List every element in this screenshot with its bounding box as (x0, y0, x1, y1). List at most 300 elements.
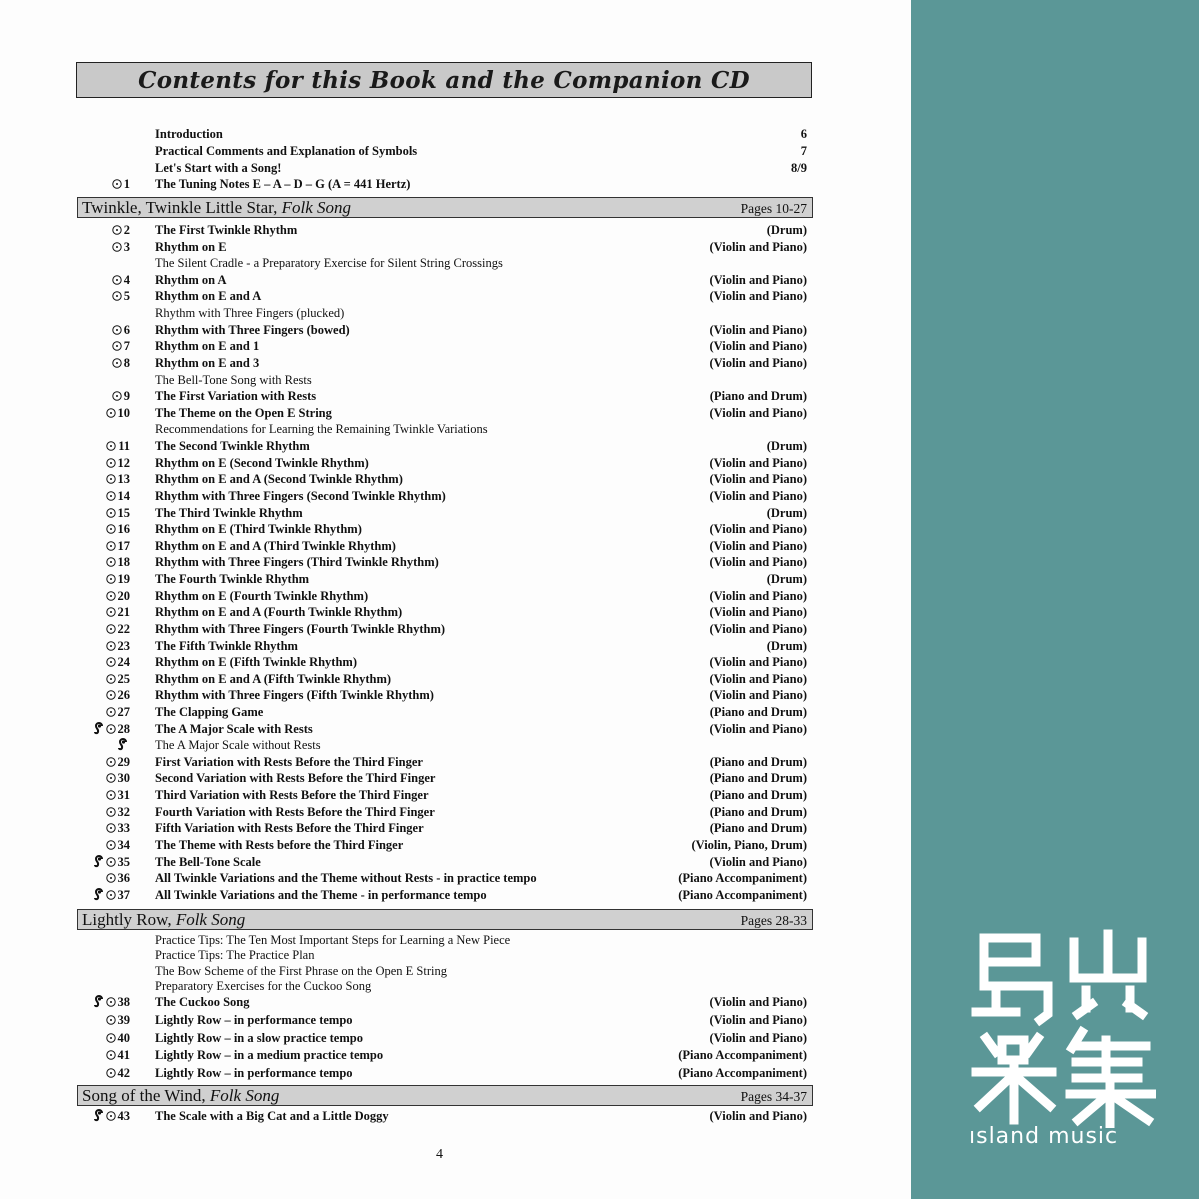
section-pages: Pages 34-37 (740, 1089, 807, 1104)
entry-instrumentation: (Violin, Piano, Drum) (691, 837, 807, 852)
track-number (86, 288, 130, 304)
contents-entry (0, 837, 911, 853)
cd-track-icon (112, 338, 122, 354)
ear-icon (93, 722, 106, 736)
contents-entry (0, 994, 911, 1010)
section-pages: Pages 28-33 (740, 913, 807, 928)
contents-entry (0, 671, 911, 687)
contents-entry (0, 372, 911, 388)
entry-title: The Theme on the Open E String (155, 405, 332, 420)
contents-entry (0, 870, 911, 886)
entry-instrumentation: (Violin and Piano) (709, 605, 807, 620)
track-number (86, 671, 130, 687)
track-number-text: 24 (117, 655, 130, 670)
entry-title: The Cuckoo Song (155, 995, 250, 1009)
ear-icon (93, 995, 106, 1009)
track-number-text: 30 (117, 771, 130, 786)
page-number: 4 (436, 1147, 443, 1162)
entry-title: Rhythm on E and A (Fifth Twinkle Rhythm) (155, 671, 392, 686)
entry-instrumentation: (Violin and Piano) (709, 671, 807, 686)
entry-title: All Twinkle Variations and the Theme without Rests - in practice tempo (155, 871, 537, 886)
track-number-text: 13 (117, 472, 130, 487)
track-number-text: 42 (117, 1066, 130, 1080)
cd-track-icon (106, 820, 116, 836)
track-number-text: 28 (117, 721, 130, 736)
track-number (86, 754, 130, 770)
entry-instrumentation: (Violin and Piano) (709, 538, 807, 553)
track-number (86, 1012, 130, 1028)
track-number (86, 405, 130, 421)
section-subtitle: Folk Song (175, 910, 246, 929)
contents-entry (0, 854, 911, 870)
track-number-text: 11 (118, 439, 130, 454)
entry-title: The Tuning Notes E – A – D – G (A = 441 Hertz) (155, 177, 411, 191)
contents-entry (0, 1108, 911, 1124)
contents-entry (0, 1012, 911, 1028)
section-name (82, 910, 245, 929)
contents-entry (0, 455, 911, 471)
track-number (86, 737, 130, 753)
entry-title: The Bell-Tone Song with Rests (155, 372, 312, 387)
entry-title: Rhythm with Three Fingers (Fourth Twinkle Rhythm) (155, 621, 446, 636)
track-number-text: 43 (117, 1109, 130, 1123)
track-number-text: 34 (117, 837, 130, 852)
track-number-text: 14 (117, 488, 130, 503)
cd-track-icon (106, 770, 116, 786)
track-number (86, 538, 130, 554)
track-number (86, 820, 130, 836)
contents-entry (0, 1047, 911, 1063)
entry-title: The Theme with Rests before the Third Finger (155, 837, 404, 852)
entry-instrumentation: 6 (800, 127, 807, 141)
brand-sidebar (911, 0, 1199, 1199)
track-number-text: 40 (117, 1031, 130, 1045)
contents-entry (0, 288, 911, 304)
contents-entry (0, 421, 911, 437)
entry-instrumentation: (Violin and Piano) (709, 555, 807, 570)
contents-entry (0, 978, 911, 994)
track-number (86, 272, 130, 288)
entry-title: The First Variation with Rests (155, 389, 317, 404)
section-pages: Pages 10-27 (740, 201, 807, 216)
track-number (86, 837, 130, 853)
contents-entry (0, 704, 911, 720)
cd-track-icon (106, 571, 116, 587)
entry-instrumentation: (Piano Accompaniment) (678, 1048, 807, 1062)
ear-icon (93, 888, 106, 902)
section-header (77, 909, 813, 930)
contents-entry (0, 538, 911, 554)
track-number-text: 10 (117, 405, 130, 420)
entry-title: Lightly Row – in a slow practice tempo (155, 1031, 363, 1045)
cd-track-icon (106, 521, 116, 537)
track-number-text: 7 (123, 339, 130, 354)
cd-track-icon (106, 854, 116, 870)
entry-title: Rhythm with Three Fingers (Fifth Twinkle Rhythm) (155, 688, 434, 703)
track-number-text: 36 (117, 871, 130, 886)
contents-entry (0, 355, 911, 371)
entry-instrumentation: (Violin and Piano) (709, 655, 807, 670)
ear-icon (93, 1109, 106, 1123)
contents-entry (0, 1030, 911, 1046)
cd-track-icon (112, 355, 122, 371)
track-number (86, 1030, 130, 1046)
track-number-text: 33 (117, 821, 130, 836)
entry-title: Let's Start with a Song! (155, 161, 282, 175)
track-number-text: 25 (117, 671, 130, 686)
track-number (86, 621, 130, 637)
entry-title: Introduction (155, 127, 223, 141)
entry-title: Rhythm on E and 1 (155, 339, 260, 354)
entry-title: Rhythm on E (Third Twinkle Rhythm) (155, 522, 362, 537)
track-number-text: 4 (123, 272, 130, 287)
entry-title: The Second Twinkle Rhythm (155, 439, 310, 454)
entry-title: Fourth Variation with Rests Before the Third Finger (155, 804, 435, 819)
entry-title: The Bow Scheme of the First Phrase on the Open E String (155, 964, 447, 978)
island-music-logo (966, 928, 1156, 1128)
cd-track-icon (106, 621, 116, 637)
entry-instrumentation: (Piano Accompaniment) (678, 871, 807, 886)
entry-title: The Fifth Twinkle Rhythm (155, 638, 298, 653)
contents-entry (0, 505, 911, 521)
entry-instrumentation: (Piano and Drum) (709, 754, 807, 769)
entry-instrumentation: (Violin and Piano) (709, 289, 807, 304)
track-number (86, 355, 130, 371)
entry-instrumentation: (Drum) (766, 439, 807, 454)
contents-entry (0, 571, 911, 587)
entry-title: Lightly Row – in performance tempo (155, 1013, 353, 1027)
contents-entry (0, 654, 911, 670)
entry-instrumentation: (Piano and Drum) (709, 788, 807, 803)
cd-track-icon (112, 272, 122, 288)
track-number-text: 8 (123, 355, 130, 370)
track-number-text: 27 (117, 704, 130, 719)
cd-track-icon (106, 1030, 116, 1046)
entry-instrumentation: (Violin and Piano) (709, 854, 807, 869)
contents-entry (0, 438, 911, 454)
entry-title: The Scale with a Big Cat and a Little Doggy (155, 1109, 389, 1123)
entry-title: Rhythm with Three Fingers (Third Twinkle Rhythm) (155, 555, 439, 570)
entry-instrumentation: (Piano and Drum) (709, 821, 807, 836)
entry-title: The First Twinkle Rhythm (155, 223, 298, 237)
contents-entry (0, 388, 911, 404)
contents-entry (0, 176, 911, 192)
entry-instrumentation: (Violin and Piano) (709, 455, 807, 470)
cd-track-icon (106, 870, 116, 886)
track-number (86, 604, 130, 620)
ear-icon (93, 855, 106, 869)
entry-instrumentation: (Piano and Drum) (709, 804, 807, 819)
cd-track-icon (106, 505, 116, 521)
track-number (86, 804, 130, 820)
track-number (86, 471, 130, 487)
track-number (86, 388, 130, 404)
track-number (86, 438, 130, 454)
track-number (86, 521, 130, 537)
contents-entry (0, 405, 911, 421)
track-number (86, 994, 130, 1010)
contents-entry (0, 820, 911, 836)
track-number (86, 654, 130, 670)
cd-track-icon (106, 704, 116, 720)
track-number-text: 2 (123, 223, 130, 237)
cd-track-icon (106, 1047, 116, 1063)
cd-track-icon (106, 438, 116, 454)
section-subtitle: Folk Song (209, 1086, 280, 1105)
contents-entry (0, 604, 911, 620)
contents-entry (0, 471, 911, 487)
contents-entry (0, 322, 911, 338)
cd-track-icon (106, 1108, 116, 1124)
entry-title: Fifth Variation with Rests Before the Third Finger (155, 821, 424, 836)
track-number-text: 35 (117, 854, 130, 869)
track-number-text: 23 (117, 638, 130, 653)
track-number (86, 870, 130, 886)
entry-instrumentation: (Drum) (766, 572, 807, 587)
track-number-text: 18 (117, 555, 130, 570)
cd-track-icon (112, 288, 122, 304)
cd-track-icon (106, 538, 116, 554)
entry-instrumentation: 7 (800, 144, 807, 158)
cd-track-icon (106, 754, 116, 770)
cd-track-icon (112, 222, 122, 238)
entry-instrumentation: (Piano and Drum) (709, 771, 807, 786)
contents-entry (0, 222, 911, 238)
contents-entry (0, 804, 911, 820)
entry-title: Rhythm on E and A (Third Twinkle Rhythm) (155, 538, 396, 553)
entry-instrumentation: (Violin and Piano) (709, 355, 807, 370)
cd-track-icon (106, 638, 116, 654)
track-number (86, 455, 130, 471)
entry-instrumentation: (Violin and Piano) (709, 588, 807, 603)
entry-title: The Bell-Tone Scale (155, 854, 261, 869)
entry-title: The Fourth Twinkle Rhythm (155, 572, 310, 587)
entry-title: Rhythm on E (Second Twinkle Rhythm) (155, 455, 369, 470)
entry-instrumentation: (Violin and Piano) (709, 488, 807, 503)
cd-track-icon (106, 488, 116, 504)
track-number (86, 338, 130, 354)
contents-entry (0, 521, 911, 537)
section-header (77, 197, 813, 218)
track-number-text: 32 (117, 804, 130, 819)
track-number-text: 9 (123, 389, 130, 404)
contents-entry (0, 787, 911, 803)
track-number-text: 20 (117, 588, 130, 603)
track-number-text: 17 (117, 538, 130, 553)
entry-instrumentation: (Violin and Piano) (709, 472, 807, 487)
entry-title: Rhythm on E and A (Fourth Twinkle Rhythm) (155, 605, 403, 620)
contents-entry (0, 770, 911, 786)
track-number (86, 488, 130, 504)
track-number-text: 31 (117, 788, 130, 803)
track-number (86, 854, 130, 870)
entry-title: Rhythm with Three Fingers (Second Twinkle Rhythm) (155, 488, 446, 503)
contents-entry (0, 963, 911, 979)
entry-title: Rhythm on E and A (Second Twinkle Rhythm) (155, 472, 403, 487)
section-title: Song of the Wind, (82, 1086, 210, 1105)
cd-track-icon (106, 804, 116, 820)
contents-entry (0, 554, 911, 570)
entry-instrumentation: (Violin and Piano) (709, 522, 807, 537)
island-music-wordmark: ısland music (969, 1124, 1119, 1149)
contents-entry (0, 272, 911, 288)
track-number (86, 176, 130, 192)
entry-title: Preparatory Exercises for the Cuckoo Song (155, 979, 372, 993)
track-number-text: 15 (117, 505, 130, 520)
track-number (86, 638, 130, 654)
entry-title: All Twinkle Variations and the Theme - in performance tempo (155, 887, 487, 902)
cd-track-icon (106, 837, 116, 853)
contents-entry (0, 754, 911, 770)
cd-track-icon (106, 405, 116, 421)
entry-instrumentation: (Violin and Piano) (709, 239, 807, 254)
entry-instrumentation: (Violin and Piano) (709, 1109, 807, 1123)
entry-instrumentation: (Violin and Piano) (709, 322, 807, 337)
track-number-text: 3 (123, 239, 130, 254)
contents-entry (0, 1065, 911, 1081)
cd-track-icon (106, 471, 116, 487)
section-name (82, 1086, 279, 1105)
contents-entry (0, 305, 911, 321)
entry-instrumentation: 8/9 (791, 161, 807, 175)
contents-entry (0, 621, 911, 637)
entry-title: The Silent Cradle - a Preparatory Exercise for Silent String Crossings (155, 256, 503, 271)
entry-instrumentation: (Violin and Piano) (709, 405, 807, 420)
entry-title: Second Variation with Rests Before the Third Finger (155, 771, 436, 786)
track-number-text: 37 (117, 887, 130, 902)
entry-instrumentation: (Violin and Piano) (709, 688, 807, 703)
track-number (86, 505, 130, 521)
entry-instrumentation: (Drum) (766, 638, 807, 653)
cd-track-icon (112, 239, 122, 255)
entry-instrumentation: (Piano Accompaniment) (678, 1066, 807, 1080)
contents-entry (0, 239, 911, 255)
entry-title: Rhythm on A (155, 272, 227, 287)
cd-track-icon (106, 604, 116, 620)
contents-title: Contents for this Book and the Companion CD (138, 66, 750, 94)
track-number (86, 222, 130, 238)
cd-track-icon (106, 455, 116, 471)
track-number (86, 887, 130, 903)
entry-instrumentation: (Violin and Piano) (709, 995, 807, 1009)
cd-track-icon (106, 721, 116, 737)
entry-title: Rhythm with Three Fingers (bowed) (155, 322, 350, 337)
entry-title: Rhythm on E (Fourth Twinkle Rhythm) (155, 588, 369, 603)
track-number (86, 1065, 130, 1081)
track-number-text: 5 (123, 289, 130, 304)
track-number (86, 1108, 130, 1124)
track-number (86, 322, 130, 338)
contents-entry (0, 160, 911, 176)
track-number-text: 39 (117, 1013, 130, 1027)
cd-track-icon (106, 671, 116, 687)
track-number-text: 12 (117, 455, 130, 470)
cd-track-icon (106, 1012, 116, 1028)
entry-title: Practical Comments and Explanation of Symbols (155, 144, 418, 158)
track-number (86, 571, 130, 587)
entry-title: Rhythm with Three Fingers (plucked) (155, 306, 345, 321)
track-number-text: 22 (117, 621, 130, 636)
contents-entry (0, 721, 911, 737)
track-number-text: 1 (123, 177, 130, 191)
entry-title: Recommendations for Learning the Remaining Twinkle Variations (155, 422, 488, 437)
contents-entry (0, 338, 911, 354)
track-number (86, 239, 130, 255)
entry-title: The A Major Scale with Rests (155, 721, 313, 736)
section-subtitle: Folk Song (281, 198, 352, 217)
cd-track-icon (106, 554, 116, 570)
cd-track-icon (112, 176, 122, 192)
track-number (86, 721, 130, 737)
entry-instrumentation: (Violin and Piano) (709, 339, 807, 354)
entry-instrumentation: (Violin and Piano) (709, 272, 807, 287)
track-number (86, 1047, 130, 1063)
entry-title: Practice Tips: The Ten Most Important Steps for Learning a New Piece (155, 933, 511, 947)
contents-entry (0, 687, 911, 703)
track-number (86, 787, 130, 803)
cd-track-icon (106, 1065, 116, 1081)
entry-title: Rhythm on E (Fifth Twinkle Rhythm) (155, 655, 357, 670)
contents-entry (0, 143, 911, 159)
contents-entry (0, 488, 911, 504)
cd-track-icon (106, 787, 116, 803)
entry-title: The Clapping Game (155, 704, 264, 719)
contents-entry (0, 887, 911, 903)
track-number-text: 38 (117, 995, 130, 1009)
track-number-text: 29 (117, 754, 130, 769)
contents-entry (0, 932, 911, 948)
track-number (86, 687, 130, 703)
section-name (82, 198, 351, 217)
entry-instrumentation: (Piano Accompaniment) (678, 887, 807, 902)
contents-entry (0, 255, 911, 271)
contents-entry (0, 588, 911, 604)
entry-title: Practice Tips: The Practice Plan (155, 948, 315, 962)
track-number-text: 41 (117, 1048, 130, 1062)
entry-title: The A Major Scale without Rests (155, 738, 321, 753)
entry-instrumentation: (Violin and Piano) (709, 621, 807, 636)
entry-title: First Variation with Rests Before the Third Finger (155, 754, 423, 769)
contents-entry (0, 638, 911, 654)
entry-title: The Third Twinkle Rhythm (155, 505, 303, 520)
ear-icon (117, 738, 130, 752)
entry-title: Third Variation with Rests Before the Third Finger (155, 788, 429, 803)
entry-instrumentation: (Piano and Drum) (709, 704, 807, 719)
track-number (86, 704, 130, 720)
entry-title: Rhythm on E (155, 239, 227, 254)
entry-instrumentation: (Violin and Piano) (709, 721, 807, 736)
contents-entry (0, 737, 911, 753)
cd-track-icon (106, 994, 116, 1010)
track-number-text: 6 (123, 322, 130, 337)
entry-title: Lightly Row – in a medium practice tempo (155, 1048, 384, 1062)
entry-instrumentation: (Violin and Piano) (709, 1013, 807, 1027)
entry-instrumentation: (Piano and Drum) (709, 389, 807, 404)
entry-instrumentation: (Drum) (766, 505, 807, 520)
section-header (77, 1085, 813, 1106)
cd-track-icon (106, 687, 116, 703)
section-title: Lightly Row, (82, 910, 176, 929)
entry-title: Lightly Row – in performance tempo (155, 1066, 353, 1080)
cd-track-icon (112, 388, 122, 404)
contents-title-box (76, 62, 812, 98)
section-title: Twinkle, Twinkle Little Star, (82, 198, 282, 217)
cd-track-icon (112, 322, 122, 338)
entry-instrumentation: (Drum) (766, 223, 807, 237)
track-number-text: 16 (117, 522, 130, 537)
track-number (86, 770, 130, 786)
entry-title: Rhythm on E and 3 (155, 355, 260, 370)
